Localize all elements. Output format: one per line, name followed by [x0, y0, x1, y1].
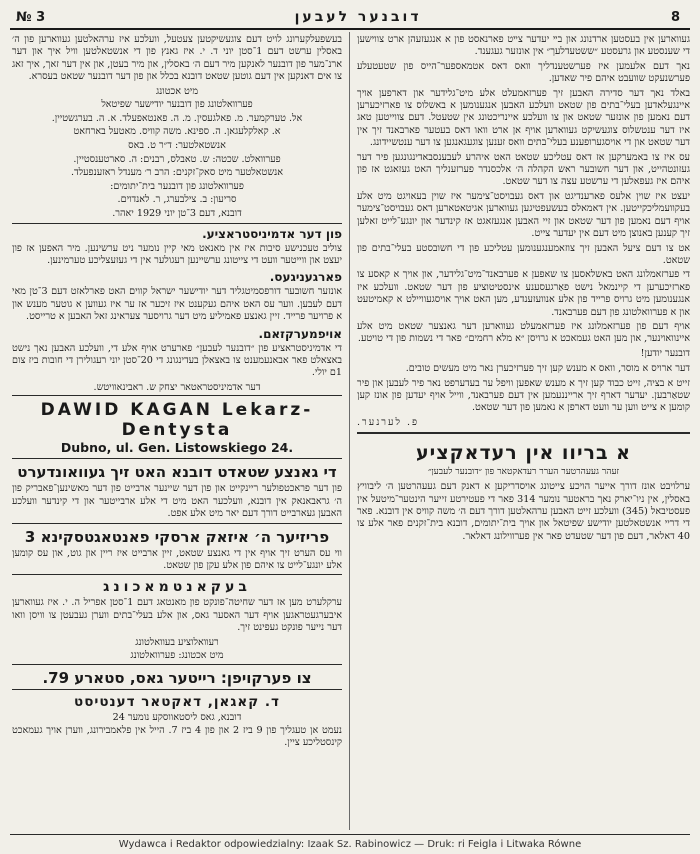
board-members: אנשטאלטער מיט סאק־זקנים: הרב ר׳ מענדל ראזענפעלד.	[70, 167, 284, 179]
article-paragraph: נאך דעם אלעמען איז פערשטענדליך וואס דאס אטמאספער־הייס פון שטעטעלע פערשנעקט שוועבט איהם פיר שאדען.	[357, 60, 690, 85]
article-paragraph: עס איז צו באמערקען אז דאס עטליכע שטאט האט איהרע לעבענסבאדינגונגען פיר דער געזונטהייט, און דער חשובער ראש הקהלה ה׳ אלכסנדר פערזענליך האט געזאגט אז פון איהם איז געפאלען די ערשטע עצה צו דער שטאט.	[357, 151, 690, 188]
dentist-heading: ד. קאגאן, דאקטאר דענטיסט	[74, 693, 280, 710]
dentist-address: Dubno, ul. Gen. Listowskiego 24.	[60, 440, 294, 456]
dentist-name: DAWID KAGAN Lekarz-Dentysta	[40, 400, 314, 441]
ad-text: ווי עס הערט זיך אויף אין די גאנצע שטאט, זיין ארבייט איז ריין און גוט, און עס קומען אלע יונגע־לייט צו איהם פון אלע עקן פון שטאט.	[12, 547, 342, 572]
ad-heading: די גאנצע שטאדט דובנא האט זיך געוואונדערט	[17, 463, 337, 482]
sign-off: מיט אכטונג	[155, 85, 199, 97]
article-paragraph: יעצט איז שוין אלעס פארענדיגט און דאס געבויסט־צימער איז שוין בעאויגט מיט אלע בעקוועמליכקייטען. אין דאמאלס בעשעפטיגען געווארען אגיטאטארען דאס געבויסט־צימער אויף דעם נאמען פון דער שטאט און זיי האבען אנגעזאגט אז קינדער און יונגע־לייט זאלען זיך קענען באנוצן מיט דעם אין יעדער צייט.	[357, 190, 690, 240]
issue-number: № 3	[16, 9, 46, 25]
sale-heading: צו פערקויפן: רייטער גאס, סטארע 79.	[42, 668, 312, 687]
sale-ad	[12, 664, 342, 687]
board-members: אל. טערקמער. מ. פאלגעסין. מ. ה. פאנטאפעלד. א. ה. בערגשטיין.	[51, 112, 303, 124]
article-paragraph: בעשפעלקערונג לויט דעם צוגעשיקטען צעטעל, וועלכע איז ערהאלטען געווארען פון ה׳ באסלין ערשט דעם 1־סטן יוני ד. י. איז גאנץ פון די אנשטאלטען וויל איך און דער ארנ־מער פון דובנער לאנקען מיר דעם ה׳ באסלין, און מיר בעטן, און אין דער זאך, איך זאג צו אים דאנקען אין דעם גוטען שטאט דובנא בכלל און פון דער דובנער שטאט בעסרא.	[12, 34, 342, 83]
section-heading: אויפמערקזאם.	[258, 326, 342, 341]
ad-heading: פריזיער ה׳ איזאק ארסקי פאנטאגטסקינא 3	[24, 527, 330, 546]
board-members: אנשטאלטער: ד״ר ט. באס	[128, 140, 226, 151]
salutation: דובנער יודען!	[640, 347, 690, 359]
notice-signature: רעוואלוציע בעוואלטונג	[135, 636, 219, 648]
dentist-ad-latin	[12, 395, 342, 455]
page-number: 8	[670, 9, 680, 25]
article-paragraph: דער ארויס א מוסר, וואס א מענש קען זיך פערזיכערן נאר מיט מעשים טובים.	[405, 363, 690, 375]
imprint-footer: Wydawca i Redaktor odpowiedzialny: Izaak Sz. Rabinowicz — Druk: ri Feigla i Litwaka Równe	[10, 834, 690, 853]
article-paragraph: אונזער חשובער דורפסמיטגליד דער יודישער ישראל קווים האט פארלאזט דעם 3־טן מאי דעם לעבען. ווער עס האט איהם געקענט איז זיכער אז ער איז געווען א גוטער מענש און א פרויער פרייד. זיין גאנצע פאמיליע מיט דער גרויסער צעראינג זאל האבען א טרייסט.	[12, 286, 342, 323]
notice-heading: בעקאנטמאכונג	[103, 579, 251, 596]
author-signature: פ. לערנער.	[357, 416, 420, 428]
article-paragraph: באלד נאך דער סדירה האבען זיך פערזאמעלט אלע מיט־גלידער און דארפען אויך איינגעלאדען בעלי־בתים פון שטאט וועלכע האבען אנגענומען א באשלוס צו פארזיכערען דעם נאמען פון אונזער שטאט און צו וועלכע איינריכטונג אין שטעטל. דעם צווייטען טאג איז דער ענטשלוס צוגעשיקט געווארען אויף אן ארט וואו דאס בעטער פארבאנד זיך אין דער שטאט און די אויסגערופענע בעלי־בתים וואס זענען צוגעגאנגען צו דער ענטשיידונג.	[357, 87, 690, 149]
ad-block	[12, 458, 342, 520]
section-heading: פון דער אדמיניסטראציע.	[202, 226, 342, 241]
dentist-address-yiddish: דובנא, גאס ליסטאווסקע נומער 24	[112, 711, 242, 723]
article-paragraph: אויף דעם פון פערזאמלונג איז פערזאמעלט געווארען דער גאנצער שטאט מיט אלע איינוואוינער, און מען האט געמאכט א גרויסן ״א מלא רחמים״ פאר די נשמות פון די טויטע.	[357, 320, 690, 345]
admin-signature: דער אדמיניסטראטאר יצחק ש. ראבינאוויטש.	[93, 381, 261, 393]
notice-signature: מיט אכטונג: פערוואלטונג	[130, 650, 224, 662]
board-members: סריעון: ב. צילבערג, ר. לאנדוים.	[117, 194, 237, 206]
section-divider	[12, 223, 342, 224]
letter-heading: א בריוו אין רעדאקציע	[415, 442, 632, 465]
dentist-ad-yiddish	[12, 689, 342, 749]
column-divider	[349, 32, 350, 830]
masthead	[10, 6, 690, 30]
newspaper-title: דובנער לעבען	[294, 9, 422, 25]
board-title: פערוואלטונג פון דובנער יודישער שפיטאל	[101, 99, 253, 111]
notice-block	[12, 574, 342, 661]
letter-address: זעהר געעהרטער הערר רעדאקטאר פון ״דובנער לעבען״	[427, 467, 620, 478]
article-paragraph: די אדמיניסטראציע פון ״דובנער לעבען״ פארערט אויף אלע די, וועלכע האבען נאך נישט באצאלט פאר אבאנעמענט צו באצאלן בעדינגונג די 20־סטן יוני רעגולירן די חובות ביז צום 1ם יולי.	[12, 342, 343, 379]
dentist-hours: נעמט אן טעגליך פון 9 ביז 2 און פון 4 ביז 7. הייל אין פלאמבירונג, ווערן אויך געמאכט קינסטליכע ציין.	[12, 725, 343, 749]
date-line: דובנא, דעם 3־טן יוני 1929 יאהר.	[112, 207, 242, 219]
letter-paragraph: ערלויבט אונז דורך אייער הויכע צייטונג אויסדריקען א דאנק דעם געעהרטען ה׳ ליבוויץ באסלין, אין ניו־יארק נאך בראטער נומער 314 פאר די פעטירטע זייער הינטער־מיטעל אין פעסטיבאל (345) וועלכע זייט האבען ערהאלטען דורך דעם ה׳ משה קוויס אין דובנא. פאר די דריי אנשטאלטען יודישע שפיטאל און אויך בית־יתומים, דובנא בית־זקנים פאר אלע צו 40 דאלאר, דעם פון דער שטעדט פאר אין פערווילונג דאלאר.	[357, 481, 690, 542]
article-paragraph: זייט א בציה, זייט כבוד קען זיך א מענש שאפען וויפל ער בעדערפט נאר פיר לעבען און פיר שטאַרבען. יעדער דארף זיך ארייננעמען אין דעם פערבאנד, ווייל אויף יעדען פון אונז קען קומען א צייט ווען ער וועט דארפן א נאמען פון דער שטאט.	[357, 377, 690, 414]
section-divider	[357, 432, 690, 434]
ad-block	[12, 523, 342, 573]
board-members: א. קאלקלעגאן. ה. ספינא. משה קוויס. מאטעל בארחאט	[73, 126, 281, 138]
article-paragraph: די פערזאמלונג האט באשלאסען צו שאפען א פערבאנד־מיט־גלידער, און אויך א קאסע צו פארזיכערען די קיינמאל נישט פאַרגעסענע אינסטיטוציע פון דער שטאט. וועלכע איז אנגענומען מיט גרויס פרייד פון אלע אנוועזענדע, מען האט אויך אויסגעוויילט א קאמיטעט און א פערוואלטונג פון דעם פערבאנד.	[357, 269, 690, 318]
article-paragraph: אט צו דעם ציעל האבען זיך צוזאמענגענומען עטליכע פון די חשובסטע בעלי־בתים פון שטאט.	[357, 242, 690, 266]
board-members: פערוואלט. שכטה: ש. טאבלס, רבנים: ה. סארטענסטיין.	[73, 153, 281, 165]
article-paragraph: געווארען אין בעסטען ארדנונג און בײ יעדער צײט פארנאסט פון א אנגעזעהן ארט צווישען די שענסטע און גרעסטע ״ששטעדלעך״ אין אונזער געגענד.	[357, 34, 690, 58]
section-heading: פארגעניגעס.	[269, 270, 342, 285]
article-paragraph: צוליב טעכנישע סיבות איז אין מאנאט מאי קיין נומער ניט ערשינען. מיר האפען אז פון יעצט און ווייטער וועט די צייטונג ערשיינען רעגולער אין די געזעצליכע טערמינען.	[12, 242, 342, 266]
right-column	[357, 34, 690, 545]
notice-text: ערקלערט מען אז דער שחיטה־פונקט פון מאנטאג דעם 1־סטן אפריל ה. י. איז געווארען איבערגעטראגען אויף דער האסער גאס, און אלע בעלי־בתים ווערן געבעטן צו וויסן וואו דער נייער פונקט געפינט זיך.	[12, 597, 342, 634]
left-column	[12, 34, 342, 751]
ad-text: פון דער פראכטפולער ריינקייט און פון דער שיינער ארבייט פון דער מאשינען־פאבריק פון ה׳ גראבאנאק אין דובנא, וועלכער האט מיט די אלע ארבייטער און די קינדער וועלכע האבען געארבייט דורך דעם יאר מיט אלע אפט.	[12, 483, 342, 520]
board-members: פערוואלטונג פון דובנער בית־יתומים:	[110, 180, 244, 192]
